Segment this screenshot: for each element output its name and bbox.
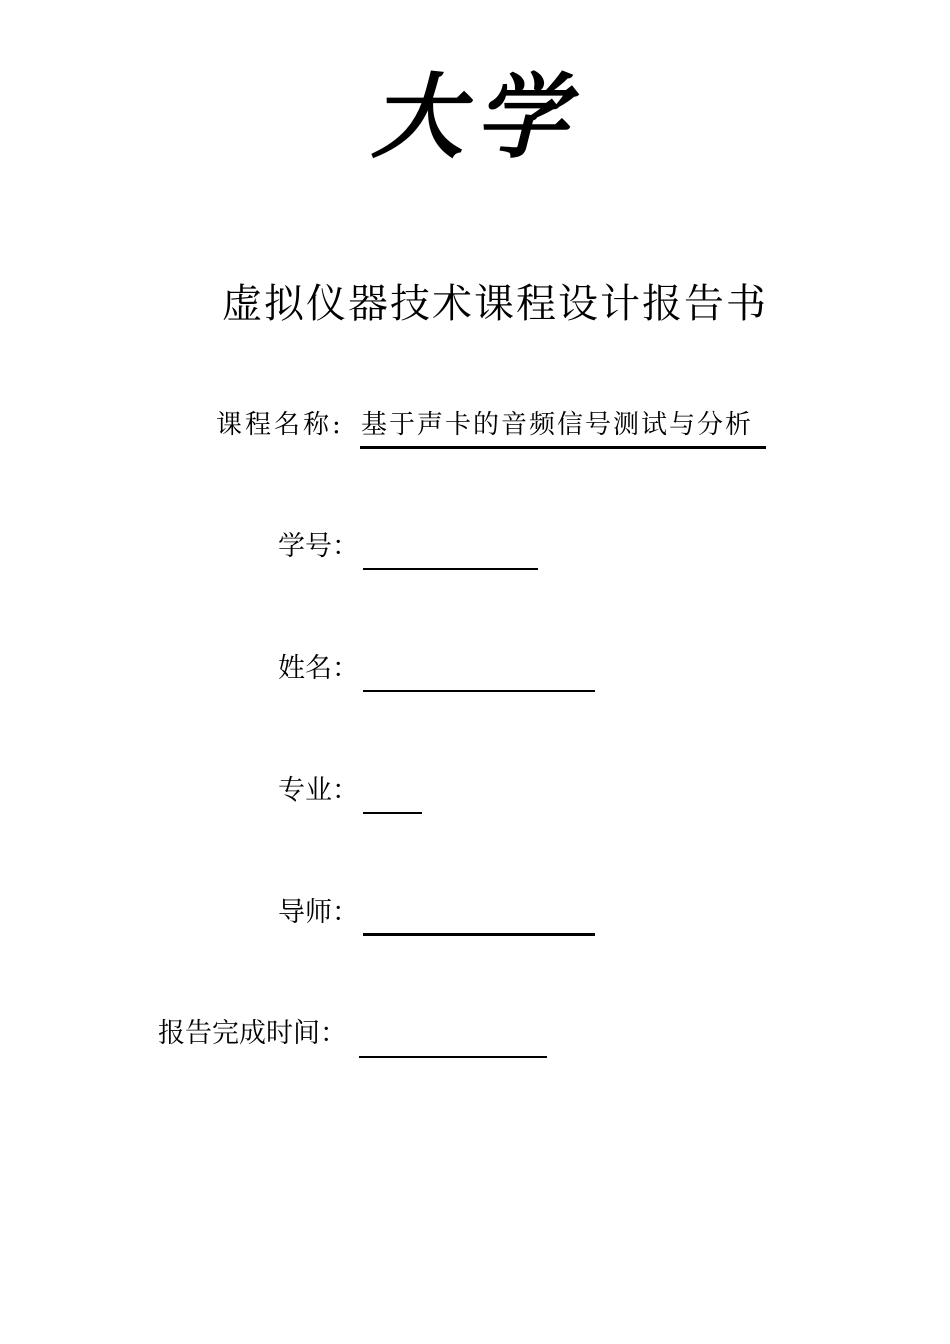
report-title: 虚拟仪器技术课程设计报告书 bbox=[222, 281, 768, 327]
student-id-label: 学号： bbox=[278, 531, 359, 562]
course-name-underline bbox=[360, 446, 766, 449]
student-id-underline bbox=[363, 568, 538, 570]
name-label: 姓名： bbox=[278, 653, 359, 684]
advisor-label: 导师： bbox=[278, 897, 359, 928]
completion-date-label: 报告完成时间： bbox=[158, 1018, 347, 1049]
advisor-underline bbox=[363, 933, 595, 936]
course-name-value[interactable]: 基于声卡的音频信号测试与分析 bbox=[361, 410, 754, 440]
name-underline bbox=[363, 690, 595, 692]
completion-date-underline bbox=[359, 1056, 547, 1058]
major-label: 专业： bbox=[278, 775, 359, 806]
major-underline bbox=[363, 812, 422, 814]
university-name: 大学 bbox=[370, 63, 579, 171]
course-name-label: 课程名称: bbox=[216, 410, 344, 440]
